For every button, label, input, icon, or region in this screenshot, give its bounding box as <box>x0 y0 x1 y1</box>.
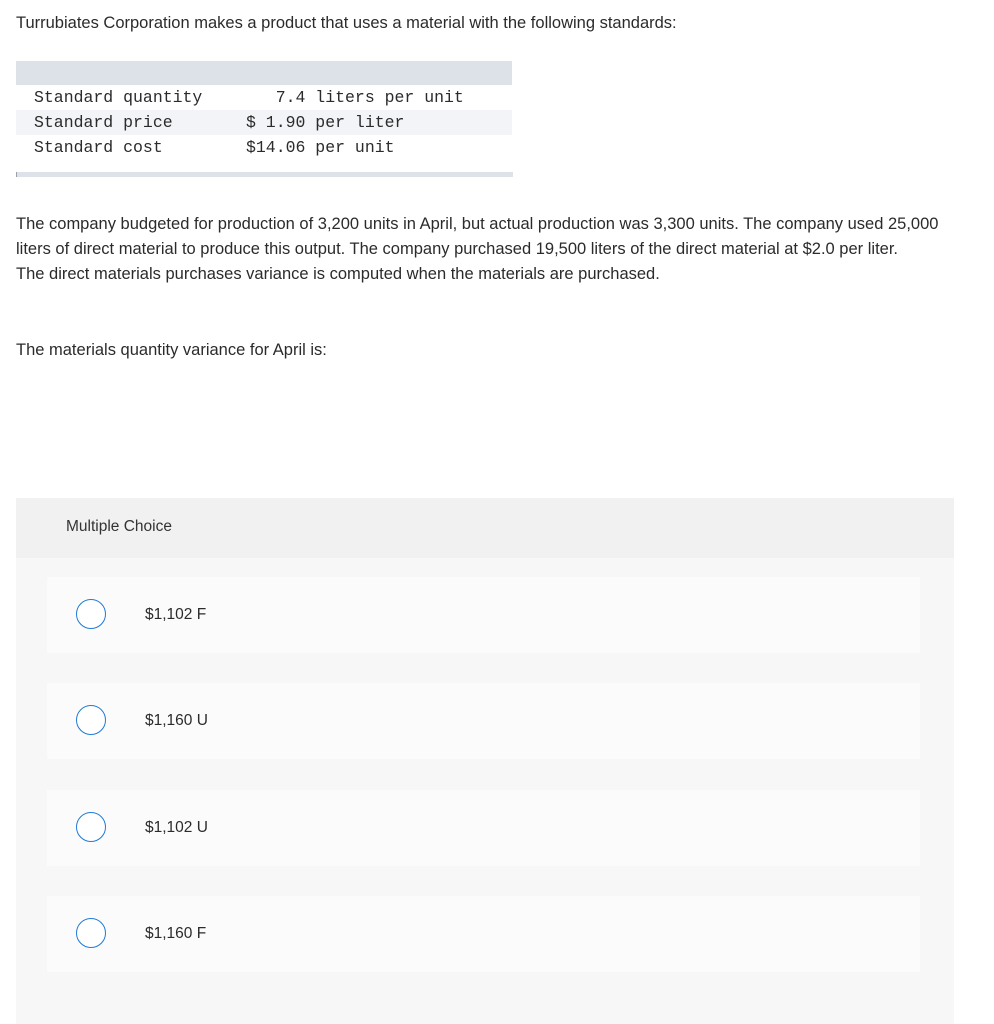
choice-label: $1,160 F <box>145 925 207 942</box>
table-row <box>16 85 512 110</box>
choice-label: $1,160 U <box>145 712 208 729</box>
radio-button-icon[interactable] <box>76 705 106 735</box>
problem-paragraph-2: The direct materials purchases variance is computed when the materials are purchased. <box>16 265 660 283</box>
choice-option-2[interactable] <box>47 683 920 759</box>
standard-quantity-label: Standard quantity <box>34 88 203 107</box>
choice-label: $1,102 F <box>145 606 207 623</box>
question-text: The materials quantity variance for April is: <box>16 341 327 359</box>
standards-table <box>16 61 512 177</box>
choice-option-3[interactable] <box>47 790 920 866</box>
multiple-choice-panel <box>16 498 954 1024</box>
problem-description <box>16 212 961 287</box>
standards-table-header <box>16 61 512 85</box>
choice-option-4[interactable] <box>47 896 920 972</box>
choice-label: $1,102 U <box>145 819 208 836</box>
radio-button-icon[interactable] <box>76 599 106 629</box>
table-row <box>16 110 512 135</box>
standard-price-value: $ 1.90 per liter <box>246 110 512 135</box>
radio-button-icon[interactable] <box>76 918 106 948</box>
standard-cost-value: $14.06 per unit <box>246 138 395 157</box>
standard-price-label: Standard price <box>16 110 246 135</box>
multiple-choice-header <box>16 498 954 558</box>
choice-option-1[interactable] <box>47 577 920 653</box>
multiple-choice-title: Multiple Choice <box>66 518 172 535</box>
standard-cost-label: Standard cost <box>34 138 163 157</box>
standard-quantity-value: 7.4 liters per unit <box>246 88 464 107</box>
intro-text: Turrubiates Corporation makes a product that uses a material with the following standards: <box>16 14 677 32</box>
standards-table-body <box>16 85 512 160</box>
table-row <box>16 135 512 160</box>
radio-button-icon[interactable] <box>76 812 106 842</box>
standards-table-footer <box>16 172 513 177</box>
problem-paragraph-1: The company budgeted for production of 3,200 units in April, but actual production was 3,300 units. The company used 25,000 liters of direct material to produce this output. The company purchased 19,500 liters of the direct material at $2.0 per liter. <box>16 215 939 258</box>
